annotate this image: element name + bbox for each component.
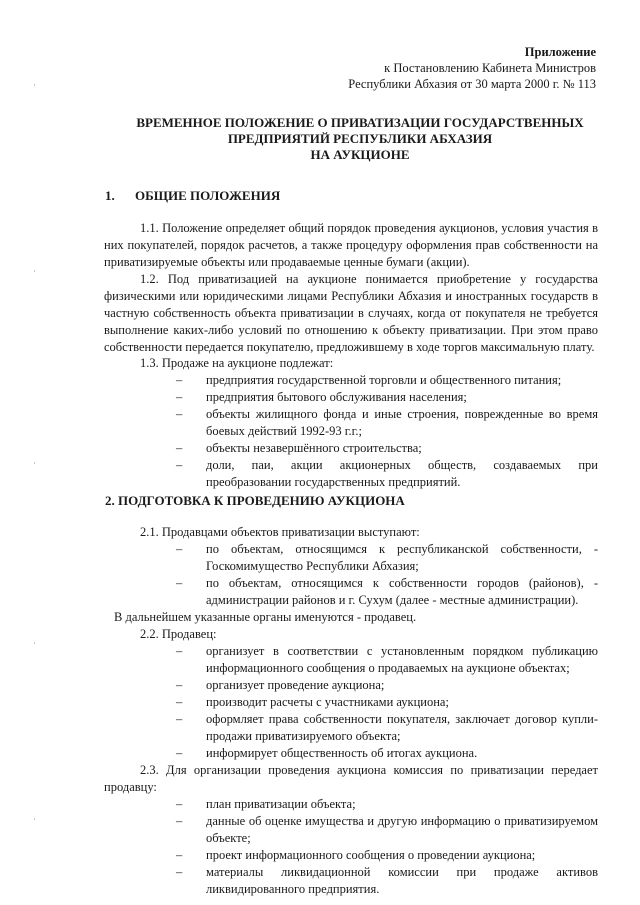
list-item xyxy=(176,457,598,491)
list-item xyxy=(176,813,598,847)
dash-bullet: – xyxy=(176,712,183,726)
list-item-text: доли, паи, акции акционерных обществ, создаваемых при преобразовании государственных предприятий. xyxy=(206,458,598,489)
dash-bullet: – xyxy=(176,390,183,404)
appendix-line: к Постановлению Кабинета Министров xyxy=(384,61,596,75)
list-item xyxy=(176,406,598,440)
dash-bullet: – xyxy=(176,458,183,472)
list-item xyxy=(176,389,598,406)
title-line: ПРЕДПРИЯТИЙ РЕСПУБЛИКИ АБХАЗИЯ xyxy=(227,131,493,146)
scan-mark: ʻ xyxy=(33,460,36,470)
section-heading xyxy=(105,188,280,204)
scan-mark: ʻ xyxy=(33,816,36,826)
dash-bullet: – xyxy=(176,373,183,387)
list-item-text: объекты жилищного фонда и иные строения, поврежденные во время боевых действий 1992-93 г.г.; xyxy=(206,407,598,438)
dash-bullet: – xyxy=(176,644,183,658)
dash-bullet: – xyxy=(176,865,183,879)
list-item-text: оформляет права собственности покупателя, заключает договор купли-продажи приватизируемого объекта; xyxy=(206,712,598,743)
list-item-text: данные об оценке имущества и другую информацию о приватизируемом объекте; xyxy=(206,814,598,845)
dash-bullet: – xyxy=(176,678,183,692)
paragraph: 2.3. Для организации проведения аукциона комиссия по приватизации передает продавцу: xyxy=(104,763,598,794)
section-title: ОБЩИЕ ПОЛОЖЕНИЯ xyxy=(135,188,281,203)
appendix-line: Республики Абхазия от 30 марта 2000 г. № 113 xyxy=(348,77,596,91)
list-item-text: производит расчеты с участниками аукциона; xyxy=(206,695,449,709)
paragraph: В дальнейшем указанные органы именуются - продавец. xyxy=(114,610,417,624)
paragraph: 1.3. Продаже на аукционе подлежат: xyxy=(140,356,334,370)
dash-bullet: – xyxy=(176,407,183,421)
list-item xyxy=(176,541,598,575)
scan-mark: ʻ xyxy=(33,268,36,278)
appendix-heading: Приложение xyxy=(524,45,596,59)
dash-bullet: – xyxy=(176,441,183,455)
list-item xyxy=(176,796,598,813)
list-item-text: по объектам, относящимся к республиканской собственности, - Госкомимущество Республики Абхазия; xyxy=(206,542,598,573)
list-item-text: организует проведение аукциона; xyxy=(206,678,385,692)
title-line: ВРЕМЕННОЕ ПОЛОЖЕНИЕ О ПРИВАТИЗАЦИИ ГОСУДАРСТВЕННЫХ xyxy=(136,115,584,130)
title-line: НА АУКЦИОНЕ xyxy=(310,147,410,162)
list-item xyxy=(176,847,598,864)
list-item xyxy=(176,677,598,694)
dash-bullet: – xyxy=(176,797,183,811)
scan-mark: ʻ xyxy=(33,640,36,650)
paragraph: 2.1. Продавцами объектов приватизации выступают: xyxy=(140,525,420,539)
list-item-text: информирует общественность об итогах аукциона. xyxy=(206,746,478,760)
list-item xyxy=(176,711,598,745)
section-number: 1. xyxy=(105,188,115,203)
list-item xyxy=(176,372,598,389)
list-item-text: предприятия бытового обслуживания населения; xyxy=(206,390,467,404)
appendix-header xyxy=(348,44,596,92)
list-item-text: предприятия государственной торговли и общественного питания; xyxy=(206,373,562,387)
list-item xyxy=(176,694,598,711)
list-item-text: материалы ликвидационной комиссии при продаже активов ликвидированного предприятия. xyxy=(206,865,598,896)
list-item-text: план приватизации объекта; xyxy=(206,797,356,811)
list-item-text: объекты незавершённого строительства; xyxy=(206,441,422,455)
paragraph: 1.1. Положение определяет общий порядок проведения аукционов, условия участия в них покупателей, порядок расчетов, а также процедуру оформления прав собственности на приватизируемые объекты или продаваемые ценные бумаги (акции). xyxy=(104,221,598,269)
scan-mark: ʻ xyxy=(33,82,36,92)
dash-bullet: – xyxy=(176,695,183,709)
list-item-text: проект информационного сообщения о проведении аукциона; xyxy=(206,848,536,862)
list-item xyxy=(176,864,598,898)
dash-bullet: – xyxy=(176,576,183,590)
dash-bullet: – xyxy=(176,848,183,862)
list-item xyxy=(176,440,598,457)
dash-bullet: – xyxy=(176,746,183,760)
list-item xyxy=(176,643,598,677)
paragraph: 1.2. Под приватизацией на аукционе понимается приобретение у государства физическими или юридическими лицами Республики Абхазия и иностранных государств в частную собственность объекта приватизации в случаях, когда от покупателя не требуется выполнение каких-либо условий по отношению к объекту приватизации. При этом право собственности передается покупателю, предложившему в ходе торгов максимальную плату. xyxy=(104,272,598,354)
list-item xyxy=(176,575,598,609)
list-item-text: по объектам, относящимся к собственности городов (районов), - администрации районов и г. Сухум (далее - местные администрации). xyxy=(206,576,598,607)
section-heading: 2. ПОДГОТОВКА К ПРОВЕДЕНИЮ АУКЦИОНА xyxy=(105,493,405,508)
list-item xyxy=(176,745,598,762)
list-item-text: организует в соответствии с установленным порядком публикацию информационного сообщения о продаваемых на аукционе объектах; xyxy=(206,644,598,675)
dash-bullet: – xyxy=(176,814,183,828)
dash-bullet: – xyxy=(176,542,183,556)
paragraph: 2.2. Продавец: xyxy=(140,627,217,641)
document-title xyxy=(100,115,620,163)
